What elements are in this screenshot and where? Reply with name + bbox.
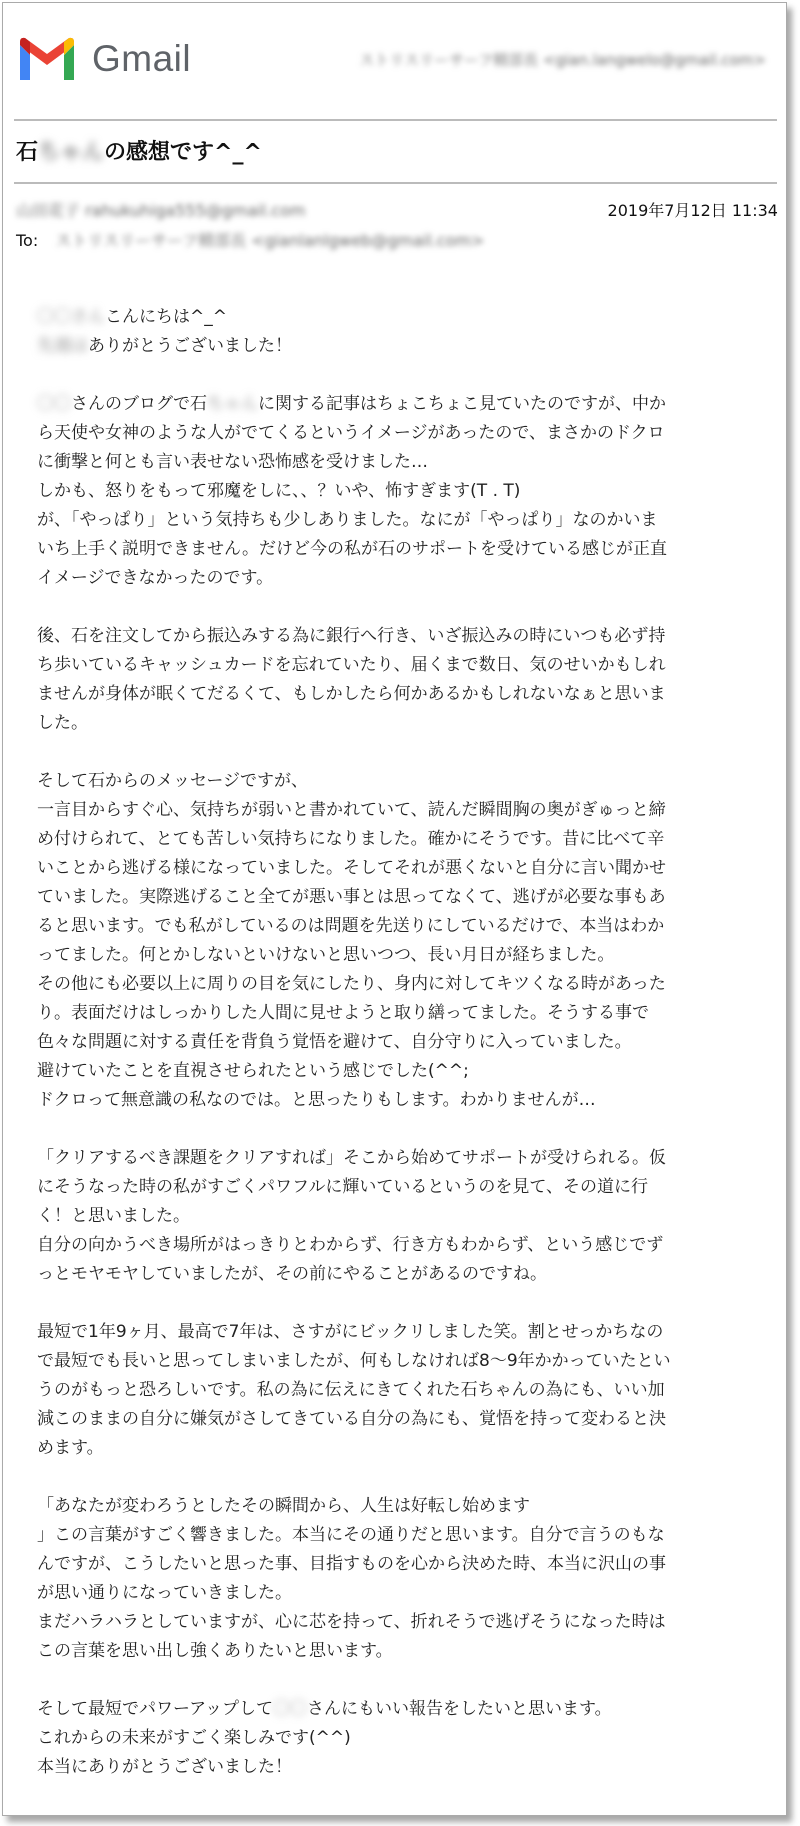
- body-text: 後、石を注文してから振込みする為に銀行へ行き、いざ振込みの時にいつも必ず持: [37, 626, 666, 646]
- subject-divider: [14, 182, 777, 184]
- body-text: これからの未来がすごく楽しみです(^^): [37, 1728, 351, 1748]
- body-line: [37, 1347, 763, 1376]
- redacted-name: 〇〇: [272, 1699, 307, 1719]
- body-line: [37, 680, 763, 709]
- body-text: いことから逃げる様になっていました。そしてそれが悪くないと自分に言い聞かせ: [37, 858, 666, 878]
- body-line: [37, 477, 763, 506]
- body-paragraph: [37, 1492, 763, 1666]
- body-line: [37, 448, 763, 477]
- redacted-name: ちゃん: [207, 394, 258, 414]
- body-paragraph: [37, 1695, 763, 1782]
- body-text: イメージできなかったのです。: [37, 568, 274, 588]
- gmail-header: [3, 3, 786, 113]
- header-divider: [14, 119, 777, 121]
- body-text: いち上手く説明できません。だけど今の私が石のサポートを受けている感じが正直: [37, 539, 668, 559]
- body-text: そして最短でパワーアップして: [37, 1699, 273, 1719]
- body-text: 最短で1年9ヶ月、最高で7年は、さすがにビックリしました笑。割とせっかちなの: [37, 1322, 664, 1342]
- body-line: [37, 1028, 763, 1057]
- body-text: ていました。実際逃げること全てが悪い事とは思ってなくて、逃げが必要な事もあ: [37, 887, 666, 907]
- body-line: [37, 506, 763, 535]
- body-line: [37, 1086, 763, 1115]
- email-date: 2019年7月12日 11:34: [607, 201, 778, 220]
- body-text: っとモヤモヤしていましたが、その前にやることがあるのですね。: [37, 1264, 547, 1284]
- recipient-address: ストリスリーサーフ精部長 <gianlanlgweb@gmail.com>: [55, 231, 485, 250]
- body-line: [37, 1144, 763, 1173]
- body-line: [37, 1376, 763, 1405]
- body-line: [37, 535, 763, 564]
- sender-address: 山田花子 rahukuhiga555@gmail.com: [16, 201, 306, 220]
- body-paragraph: [37, 390, 763, 593]
- body-text: で最短でも長いと思ってしまいましたが、何もしなければ8〜9年かかっていたとい: [37, 1351, 671, 1371]
- body-line: [37, 1231, 763, 1260]
- body-line: [37, 622, 763, 651]
- body-text: した。: [37, 713, 88, 733]
- body-line: [37, 1637, 763, 1666]
- gmail-wordmark: Gmail: [92, 38, 192, 79]
- body-text: ち歩いているキャッシュカードを忘れていたり、届くまで数日、気のせいかもしれ: [37, 655, 666, 675]
- body-text: にそうなった時の私がすごくパワフルに輝いているというのを見て、その道に行: [37, 1177, 648, 1197]
- body-line: [37, 303, 763, 332]
- email-print-frame: [2, 2, 787, 1816]
- subject-suffix: の感想です^_^: [104, 140, 262, 165]
- body-text: めます。: [37, 1438, 104, 1458]
- gmail-logo-icon: [16, 37, 78, 82]
- body-text: ってました。何とかしないといけないと思いつつ、長い月日が経ちました。: [37, 945, 615, 965]
- body-text: んですが、こうしたいと思った事、目指すものを心から決めた時、本当に沢山の事: [37, 1554, 666, 1574]
- body-line: [37, 1492, 763, 1521]
- body-text: 一言目からすぐ心、気持ちが弱いと書かれていて、読んだ瞬間胸の奥がぎゅっと締: [37, 800, 666, 820]
- body-text: その他にも必要以上に周りの目を気にしたり、身内に対してキツくなる時があった: [37, 974, 666, 994]
- body-text: ませんが身体が眠くてだるくて、もしかしたら何かあるかもしれないなぁと思いま: [37, 684, 666, 704]
- redacted-name: 〇〇: [37, 394, 71, 414]
- body-line: [37, 419, 763, 448]
- body-paragraph: [37, 767, 763, 1115]
- body-text: 減このままの自分に嫌気がさしてきている自分の為にも、覚悟を持って変わると決: [37, 1409, 666, 1429]
- body-text: まだハラハラとしていますが、心に芯を持って、折れそうで逃げそうになった時は: [37, 1612, 666, 1632]
- body-line: [37, 1318, 763, 1347]
- body-line: [37, 390, 763, 419]
- body-text: しかも、怒りをもって邪魔をしに、、？いや、怖すぎます(T . T): [37, 481, 521, 501]
- subject-redacted-name: ちゃん: [38, 140, 105, 165]
- body-text: 「あなたが変わろうとしたその瞬間から、人生は好転し始めます: [37, 1496, 530, 1516]
- body-text: が思い通りになっていきました。: [37, 1583, 292, 1603]
- body-text: 色々な問題に対する責任を背負う覚悟を避けて、自分守りに入っていました。: [37, 1032, 632, 1052]
- body-line: [37, 1434, 763, 1463]
- body-text: 」この言葉がすごく響きました。本当にその通りだと思います。自分で言うのもな: [37, 1525, 665, 1545]
- body-text: に関する記事はちょこちょこ見ていたのですが、中か: [258, 394, 666, 414]
- body-line: [37, 883, 763, 912]
- body-text: 本当にありがとうございました！: [37, 1757, 292, 1777]
- body-line: [37, 854, 763, 883]
- body-line: [37, 999, 763, 1028]
- body-line: [37, 564, 763, 593]
- body-text: め付けられて、とても苦しい気持ちになりました。確かにそうです。昔に比べて辛: [37, 829, 665, 849]
- body-text: に衝撃と何とも言い表せない恐怖感を受けました…: [37, 452, 428, 472]
- body-text: ドクロって無意識の私なのでは。と思ったりもします。わかりませんが…: [37, 1090, 596, 1110]
- body-paragraph: [37, 1318, 763, 1463]
- body-paragraph: [37, 622, 763, 738]
- body-text: ると思います。でも私がしているのは問題を先送りにしているだけで、本当はわか: [37, 916, 665, 936]
- body-line: [37, 1202, 763, 1231]
- body-text: うのがもっと恐ろしいです。私の為に伝えにきてくれた石ちゃんの為にも、いい加: [37, 1380, 665, 1400]
- body-line: [37, 1724, 763, 1753]
- body-text: この言葉を思い出し強くありたいと思います。: [37, 1641, 393, 1661]
- body-line: [37, 1521, 763, 1550]
- to-label: To:: [16, 231, 39, 250]
- body-line: [37, 825, 763, 854]
- body-text: 自分の向かうべき場所がはっきりとわからず、行き方もわからず、という感じでず: [37, 1235, 664, 1255]
- body-paragraph: [37, 1144, 763, 1289]
- body-text: が、「やっぱり」という気持ちも少しありました。なにが「やっぱり」なのかいま: [37, 510, 658, 530]
- body-line: [37, 796, 763, 825]
- body-line: [37, 941, 763, 970]
- subject-prefix: 石: [16, 140, 39, 165]
- body-line: [37, 1608, 763, 1637]
- body-line: [37, 1753, 763, 1782]
- body-line: [37, 1579, 763, 1608]
- body-line: [37, 1550, 763, 1579]
- recipient-row: [16, 228, 484, 251]
- body-text: 避けていたことを直視させられたという感じでした(^^;: [37, 1061, 469, 1081]
- body-text: ら天使や女神のような人がでてくるというイメージがあったので、まさかのドクロ: [37, 423, 665, 443]
- body-line: [37, 651, 763, 680]
- body-line: [37, 1405, 763, 1434]
- body-line: [37, 970, 763, 999]
- body-line: [37, 1057, 763, 1086]
- body-line: [37, 767, 763, 796]
- body-line: [37, 332, 763, 361]
- email-subject: [16, 138, 262, 168]
- body-text: り。表面だけはしっかりした人間に見せようと取り繕ってました。そうする事で: [37, 1003, 649, 1023]
- body-text: さんのブログで石: [71, 394, 207, 414]
- body-text: さんにもいい報告をしたいと思います。: [306, 1699, 612, 1719]
- body-text: 「クリアするべき課題をクリアすれば」そこから始めてサポートが受けられる。仮: [37, 1148, 666, 1168]
- body-line: [37, 1173, 763, 1202]
- email-body: [37, 303, 763, 1811]
- account-address: ストリスリーサーフ精部長 <gian.langwelo@gmail.com>: [359, 51, 766, 69]
- body-line: [37, 1260, 763, 1289]
- body-paragraph: [37, 303, 763, 361]
- redacted-name: 〇〇さん: [37, 307, 105, 327]
- body-text: く！と思いました。: [37, 1206, 190, 1226]
- body-line: [37, 709, 763, 738]
- body-text: ありがとうございました！: [88, 336, 292, 356]
- body-line: [37, 912, 763, 941]
- redacted-name: 先週は: [37, 336, 88, 356]
- body-text: そして石からのメッセージですが、: [37, 771, 308, 791]
- body-text: こんにちは^_^: [105, 307, 227, 327]
- body-line: [37, 1695, 763, 1724]
